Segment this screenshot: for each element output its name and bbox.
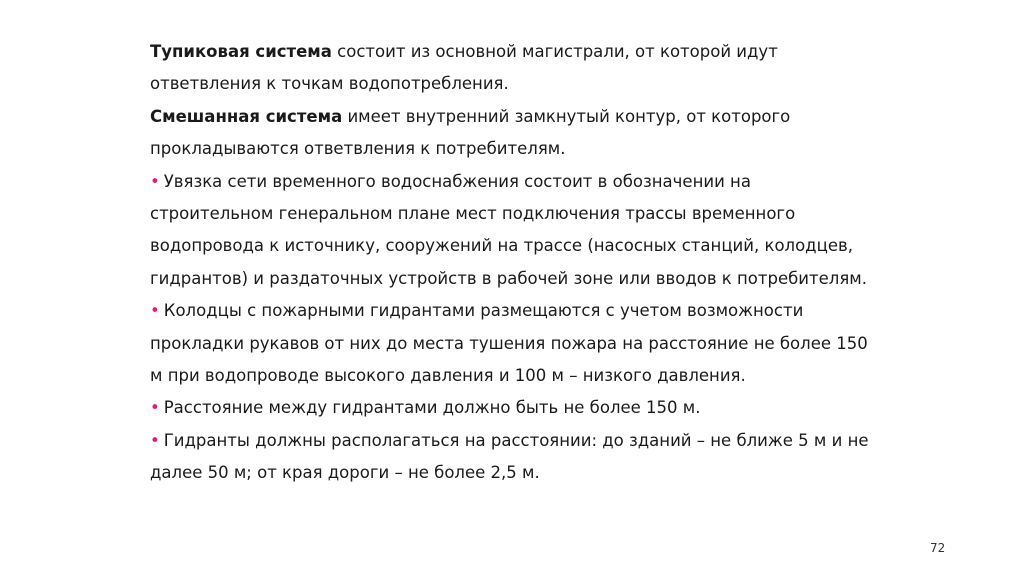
paragraph-mixed-system <box>150 101 870 166</box>
bullet-item <box>150 295 870 392</box>
bullet-item <box>150 392 870 424</box>
bullet-item <box>150 425 870 490</box>
paragraph-text: состоит из основной магистрали, от которой идут ответвления к точкам водопотребления. <box>150 42 778 94</box>
term-mixed-system: Смешанная система <box>150 106 343 126</box>
bullet-text: Расстояние между гидрантами должно быть не более 150 м. <box>163 398 701 418</box>
slide-content <box>150 36 870 490</box>
bullet-icon: • <box>150 171 160 191</box>
bullet-text: Гидранты должны располагаться на расстоянии: до зданий – не ближе 5 м и не далее 50 м; от края дороги – не более 2,5 м. <box>150 430 869 483</box>
bullet-text: Увязка сети временного водоснабжения состоит в обозначении на строительном генеральном плане мест подключения трассы временного водопровода к источнику, сооружений на трассе (насосных станций, колодцев, гидрантов) и раздаточных устройств в рабочей зоне или вводов к потребителям. <box>150 171 867 288</box>
bullet-icon: • <box>150 398 160 418</box>
paragraph-dead-end-system <box>150 36 870 101</box>
bullet-icon: • <box>150 430 160 450</box>
term-dead-end-system: Тупиковая система <box>150 42 332 61</box>
bullet-text: Колодцы с пожарными гидрантами размещаются с учетом возможности прокладки рукавов от них до места тушения пожара на расстояние не более 150 м при водопроводе высокого давления и 100 м – низкого давления. <box>150 301 868 386</box>
bullet-icon: • <box>150 301 160 321</box>
bullet-item <box>150 166 870 296</box>
page-number: 72 <box>930 541 946 555</box>
paragraph-text: имеет внутренний замкнутый контур, от которого прокладываются ответвления к потребителям. <box>150 106 791 159</box>
